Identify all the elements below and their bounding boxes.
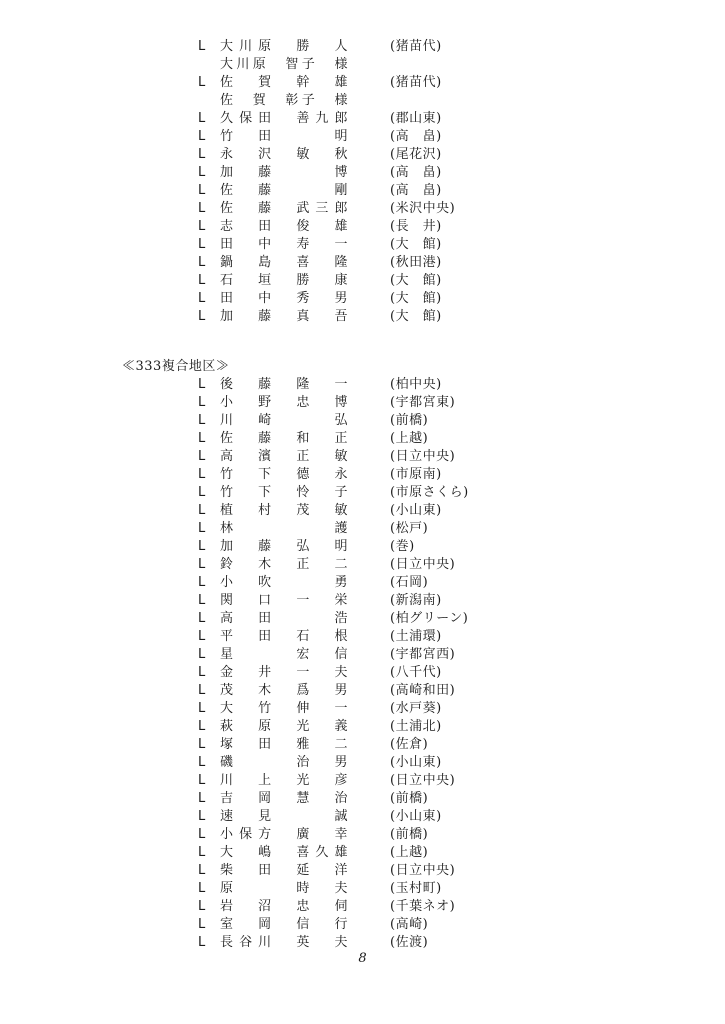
member-row: [0, 808, 725, 826]
member-mark: L: [198, 431, 206, 446]
member-row: [0, 898, 725, 916]
member-club: (佐渡): [390, 935, 429, 950]
member-name: 田 中 寿 一: [220, 237, 348, 252]
member-row: [0, 236, 725, 254]
member-mark: L: [198, 647, 206, 662]
member-name: 高 田 浩: [220, 611, 348, 626]
member-name: 加 藤 真 吾: [220, 309, 348, 324]
member-name: 速 見 誠: [220, 809, 348, 824]
member-row: [0, 272, 725, 290]
member-row: [0, 574, 725, 592]
member-mark: L: [198, 521, 206, 536]
member-club: (新潟南): [390, 593, 442, 608]
member-club: (上越): [390, 431, 429, 446]
member-club: (土浦環): [390, 629, 442, 644]
member-mark: L: [198, 273, 206, 288]
member-name: 柴 田 延 洋: [220, 863, 348, 878]
member-club: (高 畠): [390, 183, 442, 198]
member-mark: L: [198, 129, 206, 144]
member-mark: L: [198, 147, 206, 162]
member-row: [0, 92, 725, 110]
member-mark: L: [198, 845, 206, 860]
member-club: (猪苗代): [390, 75, 442, 90]
member-name: 磯 治 男: [220, 755, 348, 770]
member-mark: L: [198, 791, 206, 806]
member-row: [0, 718, 725, 736]
member-name: 久保田 善九郎: [220, 111, 348, 126]
member-name: 高 濱 正 敏: [220, 449, 348, 464]
member-list-group-2: [0, 376, 725, 952]
member-mark: L: [198, 413, 206, 428]
member-row: [0, 430, 725, 448]
member-name: 室 岡 信 行: [220, 917, 348, 932]
member-mark: L: [198, 737, 206, 752]
member-club: (高崎和田): [390, 683, 456, 698]
member-name: 小保方 廣 幸: [220, 827, 348, 842]
member-row: [0, 376, 725, 394]
member-mark: L: [198, 39, 206, 54]
member-club: (石岡): [390, 575, 429, 590]
member-mark: L: [198, 719, 206, 734]
member-row: [0, 916, 725, 934]
member-name: 佐 藤 剛: [220, 183, 348, 198]
member-row: [0, 484, 725, 502]
member-name: 志 田 俊 雄: [220, 219, 348, 234]
member-club: (柏グリーン): [390, 611, 469, 626]
member-club: (前橋): [390, 791, 429, 806]
member-mark: L: [198, 395, 206, 410]
member-name: 林 護: [220, 521, 348, 536]
member-row: [0, 772, 725, 790]
member-row: [0, 664, 725, 682]
member-name: 吉 岡 慧 治: [220, 791, 348, 806]
member-row: [0, 254, 725, 272]
member-row: [0, 880, 725, 898]
member-mark: L: [198, 377, 206, 392]
member-name: 岩 沼 忠 伺: [220, 899, 348, 914]
member-club: (巻): [390, 539, 415, 554]
member-club: (大 館): [390, 309, 442, 324]
member-club: (前橋): [390, 413, 429, 428]
member-mark: L: [198, 683, 206, 698]
member-row: [0, 682, 725, 700]
member-club: (宇都宮東): [390, 395, 456, 410]
section-title: ≪333複合地区≫: [122, 359, 230, 374]
member-mark: L: [198, 467, 206, 482]
member-name: 永 沢 敏 秋: [220, 147, 348, 162]
member-club: (日立中央): [390, 773, 456, 788]
member-mark: L: [198, 503, 206, 518]
member-club: (高 畠): [390, 129, 442, 144]
member-name: 茂 木 爲 男: [220, 683, 348, 698]
member-club: (大 館): [390, 273, 442, 288]
member-name: 星 宏 信: [220, 647, 348, 662]
member-mark: L: [198, 575, 206, 590]
member-mark: L: [198, 111, 206, 126]
member-mark: L: [198, 75, 206, 90]
member-name: 小 吹 勇: [220, 575, 348, 590]
member-name: 小 野 忠 博: [220, 395, 348, 410]
member-mark: L: [198, 827, 206, 842]
member-row: [0, 502, 725, 520]
member-name: 加 藤 博: [220, 165, 348, 180]
member-name: 石 垣 勝 康: [220, 273, 348, 288]
member-row: [0, 610, 725, 628]
member-name: 後 藤 隆 一: [220, 377, 348, 392]
member-mark: L: [198, 755, 206, 770]
member-club: (松戸): [390, 521, 429, 536]
member-mark: L: [198, 935, 206, 950]
member-club: (日立中央): [390, 557, 456, 572]
member-name: 長谷川 英 夫: [220, 935, 348, 950]
member-name: 原 時 夫: [220, 881, 348, 896]
member-name: 金 井 一 夫: [220, 665, 348, 680]
member-club: (土浦北): [390, 719, 442, 734]
member-row: [0, 164, 725, 182]
member-name: 大 嶋 喜久雄: [220, 845, 348, 860]
member-row: [0, 308, 725, 326]
member-row: [0, 934, 725, 952]
member-mark: L: [198, 557, 206, 572]
member-club: (小山東): [390, 503, 442, 518]
member-name: 鈴 木 正 二: [220, 557, 348, 572]
member-mark: L: [198, 255, 206, 270]
member-mark: L: [198, 863, 206, 878]
member-name: 佐 賀 幹 雄: [220, 75, 348, 90]
member-mark: L: [198, 219, 206, 234]
member-club: (小山東): [390, 809, 442, 824]
member-name: 竹 下 德 永: [220, 467, 348, 482]
member-club: (秋田港): [390, 255, 442, 270]
member-club: (小山東): [390, 755, 442, 770]
member-row: [0, 218, 725, 236]
member-mark: L: [198, 183, 206, 198]
member-name: 佐 藤 和 正: [220, 431, 348, 446]
member-row: [0, 412, 725, 430]
member-club: (千葉ネオ): [390, 899, 456, 914]
member-row: [0, 200, 725, 218]
member-mark: L: [198, 165, 206, 180]
member-row: [0, 700, 725, 718]
member-row: [0, 182, 725, 200]
member-name: 鍋 島 喜 隆: [220, 255, 348, 270]
member-club: (長 井): [390, 219, 442, 234]
member-mark: L: [198, 201, 206, 216]
member-mark: L: [198, 809, 206, 824]
member-row: [0, 754, 725, 772]
member-row: [0, 862, 725, 880]
member-mark: L: [198, 449, 206, 464]
member-row: [0, 38, 725, 56]
member-club: (玉村町): [390, 881, 442, 896]
member-row: [0, 520, 725, 538]
member-mark: L: [198, 593, 206, 608]
member-club: (日立中央): [390, 449, 456, 464]
member-name: 大 竹 伸 一: [220, 701, 348, 716]
member-mark: L: [198, 917, 206, 932]
member-list-group-1: [0, 38, 725, 326]
member-club: (尾花沢): [390, 147, 442, 162]
member-mark: L: [198, 881, 206, 896]
member-row: [0, 592, 725, 610]
member-row: [0, 74, 725, 92]
member-club: (市原南): [390, 467, 442, 482]
member-mark: L: [198, 291, 206, 306]
member-name: 川 崎 弘: [220, 413, 348, 428]
member-club: (前橋): [390, 827, 429, 842]
member-row: [0, 844, 725, 862]
member-club: (大 館): [390, 291, 442, 306]
member-name: 佐 賀 彰子 様: [220, 93, 348, 108]
member-club: (市原さくら): [390, 485, 469, 500]
member-mark: L: [198, 701, 206, 716]
member-row: [0, 56, 725, 74]
member-mark: L: [198, 773, 206, 788]
member-row: [0, 538, 725, 556]
member-mark: L: [198, 611, 206, 626]
member-mark: L: [198, 629, 206, 644]
member-row: [0, 466, 725, 484]
member-club: (米沢中央): [390, 201, 456, 216]
member-club: (猪苗代): [390, 39, 442, 54]
member-name: 川 上 光 彦: [220, 773, 348, 788]
member-name: 関 口 一 栄: [220, 593, 348, 608]
member-club: (水戸葵): [390, 701, 442, 716]
member-name: 大川原 智子 様: [220, 57, 348, 72]
member-club: (佐倉): [390, 737, 429, 752]
member-club: (宇都宮西): [390, 647, 456, 662]
member-name: 塚 田 雅 二: [220, 737, 348, 752]
member-row: [0, 646, 725, 664]
member-name: 大川原 勝 人: [220, 39, 348, 54]
member-club: (上越): [390, 845, 429, 860]
member-row: [0, 736, 725, 754]
member-row: [0, 290, 725, 308]
member-club: (大 館): [390, 237, 442, 252]
member-row: [0, 110, 725, 128]
member-name: 萩 原 光 義: [220, 719, 348, 734]
member-row: [0, 790, 725, 808]
member-club: (八千代): [390, 665, 442, 680]
member-name: 田 中 秀 男: [220, 291, 348, 306]
member-club: (郡山東): [390, 111, 442, 126]
member-mark: L: [198, 899, 206, 914]
member-row: [0, 826, 725, 844]
member-club: (柏中央): [390, 377, 442, 392]
member-row: [0, 128, 725, 146]
member-mark: L: [198, 237, 206, 252]
page-number: 8: [358, 951, 367, 966]
member-mark: L: [198, 485, 206, 500]
member-club: (日立中央): [390, 863, 456, 878]
member-club: (高 畠): [390, 165, 442, 180]
member-name: 植 村 茂 敏: [220, 503, 348, 518]
member-row: [0, 394, 725, 412]
member-name: 佐 藤 武三郎: [220, 201, 348, 216]
member-row: [0, 448, 725, 466]
member-name: 平 田 石 根: [220, 629, 348, 644]
member-name: 竹 下 怜 子: [220, 485, 348, 500]
member-row: [0, 146, 725, 164]
member-row: [0, 556, 725, 574]
member-club: (高崎): [390, 917, 429, 932]
member-name: 竹 田 明: [220, 129, 348, 144]
member-row: [0, 628, 725, 646]
member-mark: L: [198, 665, 206, 680]
member-name: 加 藤 弘 明: [220, 539, 348, 554]
member-mark: L: [198, 309, 206, 324]
member-mark: L: [198, 539, 206, 554]
